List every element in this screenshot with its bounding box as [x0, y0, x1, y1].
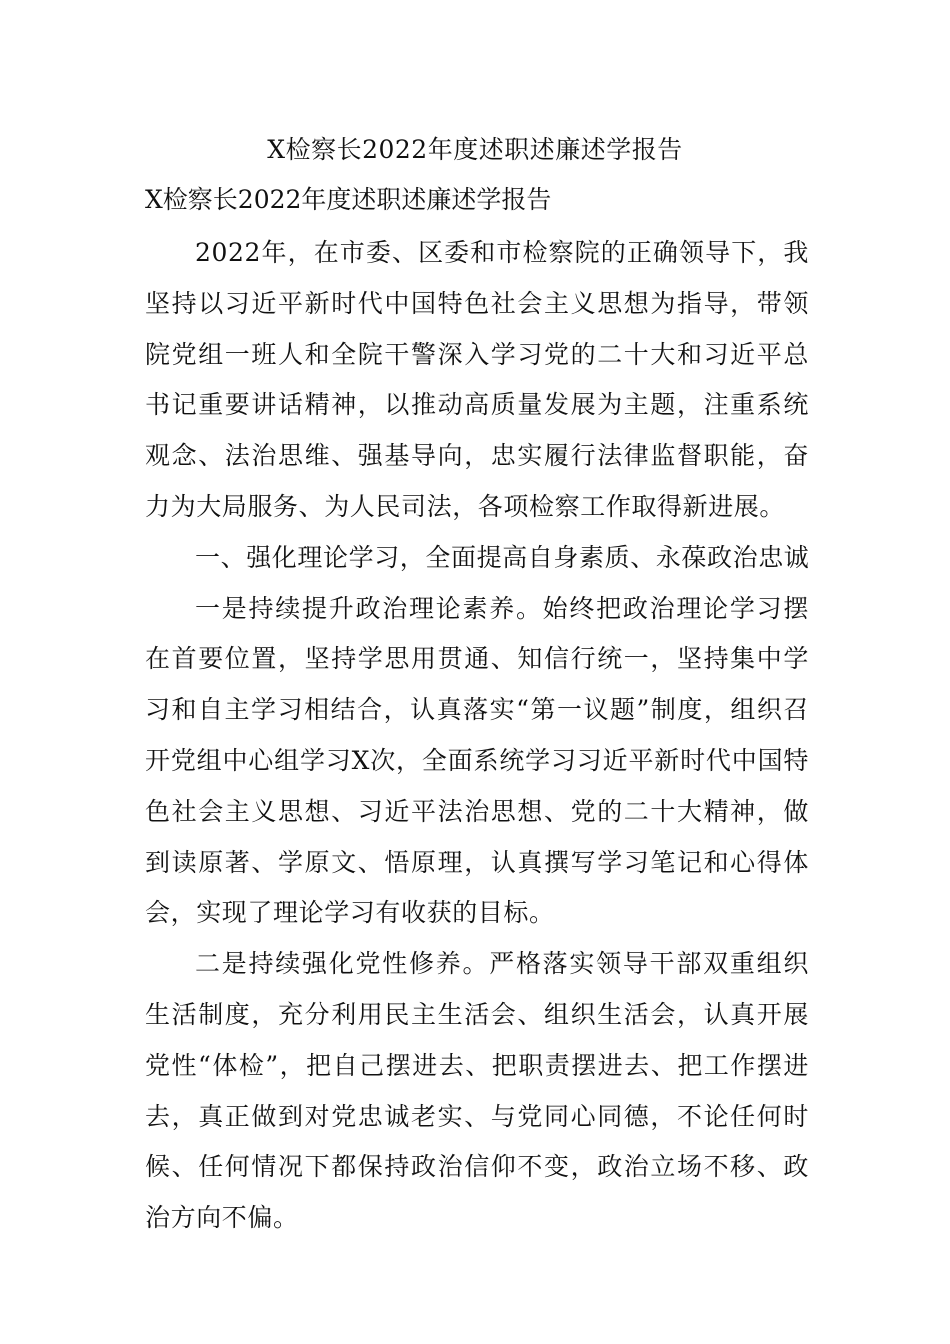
document-title: X检察长2022年度述职述廉述学报告 [267, 135, 683, 164]
section-1-paragraph-1: 一是持续提升政治理论素养。始终把政治理论学习摆在首要位置，坚持学思用贯通、知信行统一，坚持集中学习和自主学习相结合，认真落实“第一议题”制度，组织召开党组中心组学习X次，全面系统学习习近平新时代中国特色社会主义思想、习近平法治思想、党的二十大精神，做到读原著、学原文、悟原理，认真撰写学习笔记和心得体会，实现了理论学习有收获的目标。 [145, 593, 809, 928]
document-body [145, 228, 809, 1244]
intro-paragraph: 2022年，在市委、区委和市检察院的正确领导下，我坚持以习近平新时代中国特色社会主义思想为指导，带领院党组一班人和全院干警深入学习党的二十大和习近平总书记重要讲话精神，以推动高质量发展为主题，注重系统观念、法治思维、强基导向，忠实履行法律监督职能，奋力为大局服务、为人民司法，各项检察工作取得新进展。 [145, 238, 809, 521]
document-subtitle: X检察长2022年度述职述廉述学报告 [145, 185, 552, 214]
section-1-heading: 一、强化理论学习，全面提高自身素质、永葆政治忠诚 [195, 542, 810, 572]
section-1-paragraph-2: 二是持续强化党性修养。严格落实领导干部双重组织生活制度，充分利用民主生活会、组织生活会，认真开展党性“体检”，把自己摆进去、把职责摆进去、把工作摆进去，真正做到对党忠诚老实、与党同心同德，不论任何时候、任何情况下都保持政治信仰不变，政治立场不移、政治方向不偏。 [145, 949, 809, 1233]
